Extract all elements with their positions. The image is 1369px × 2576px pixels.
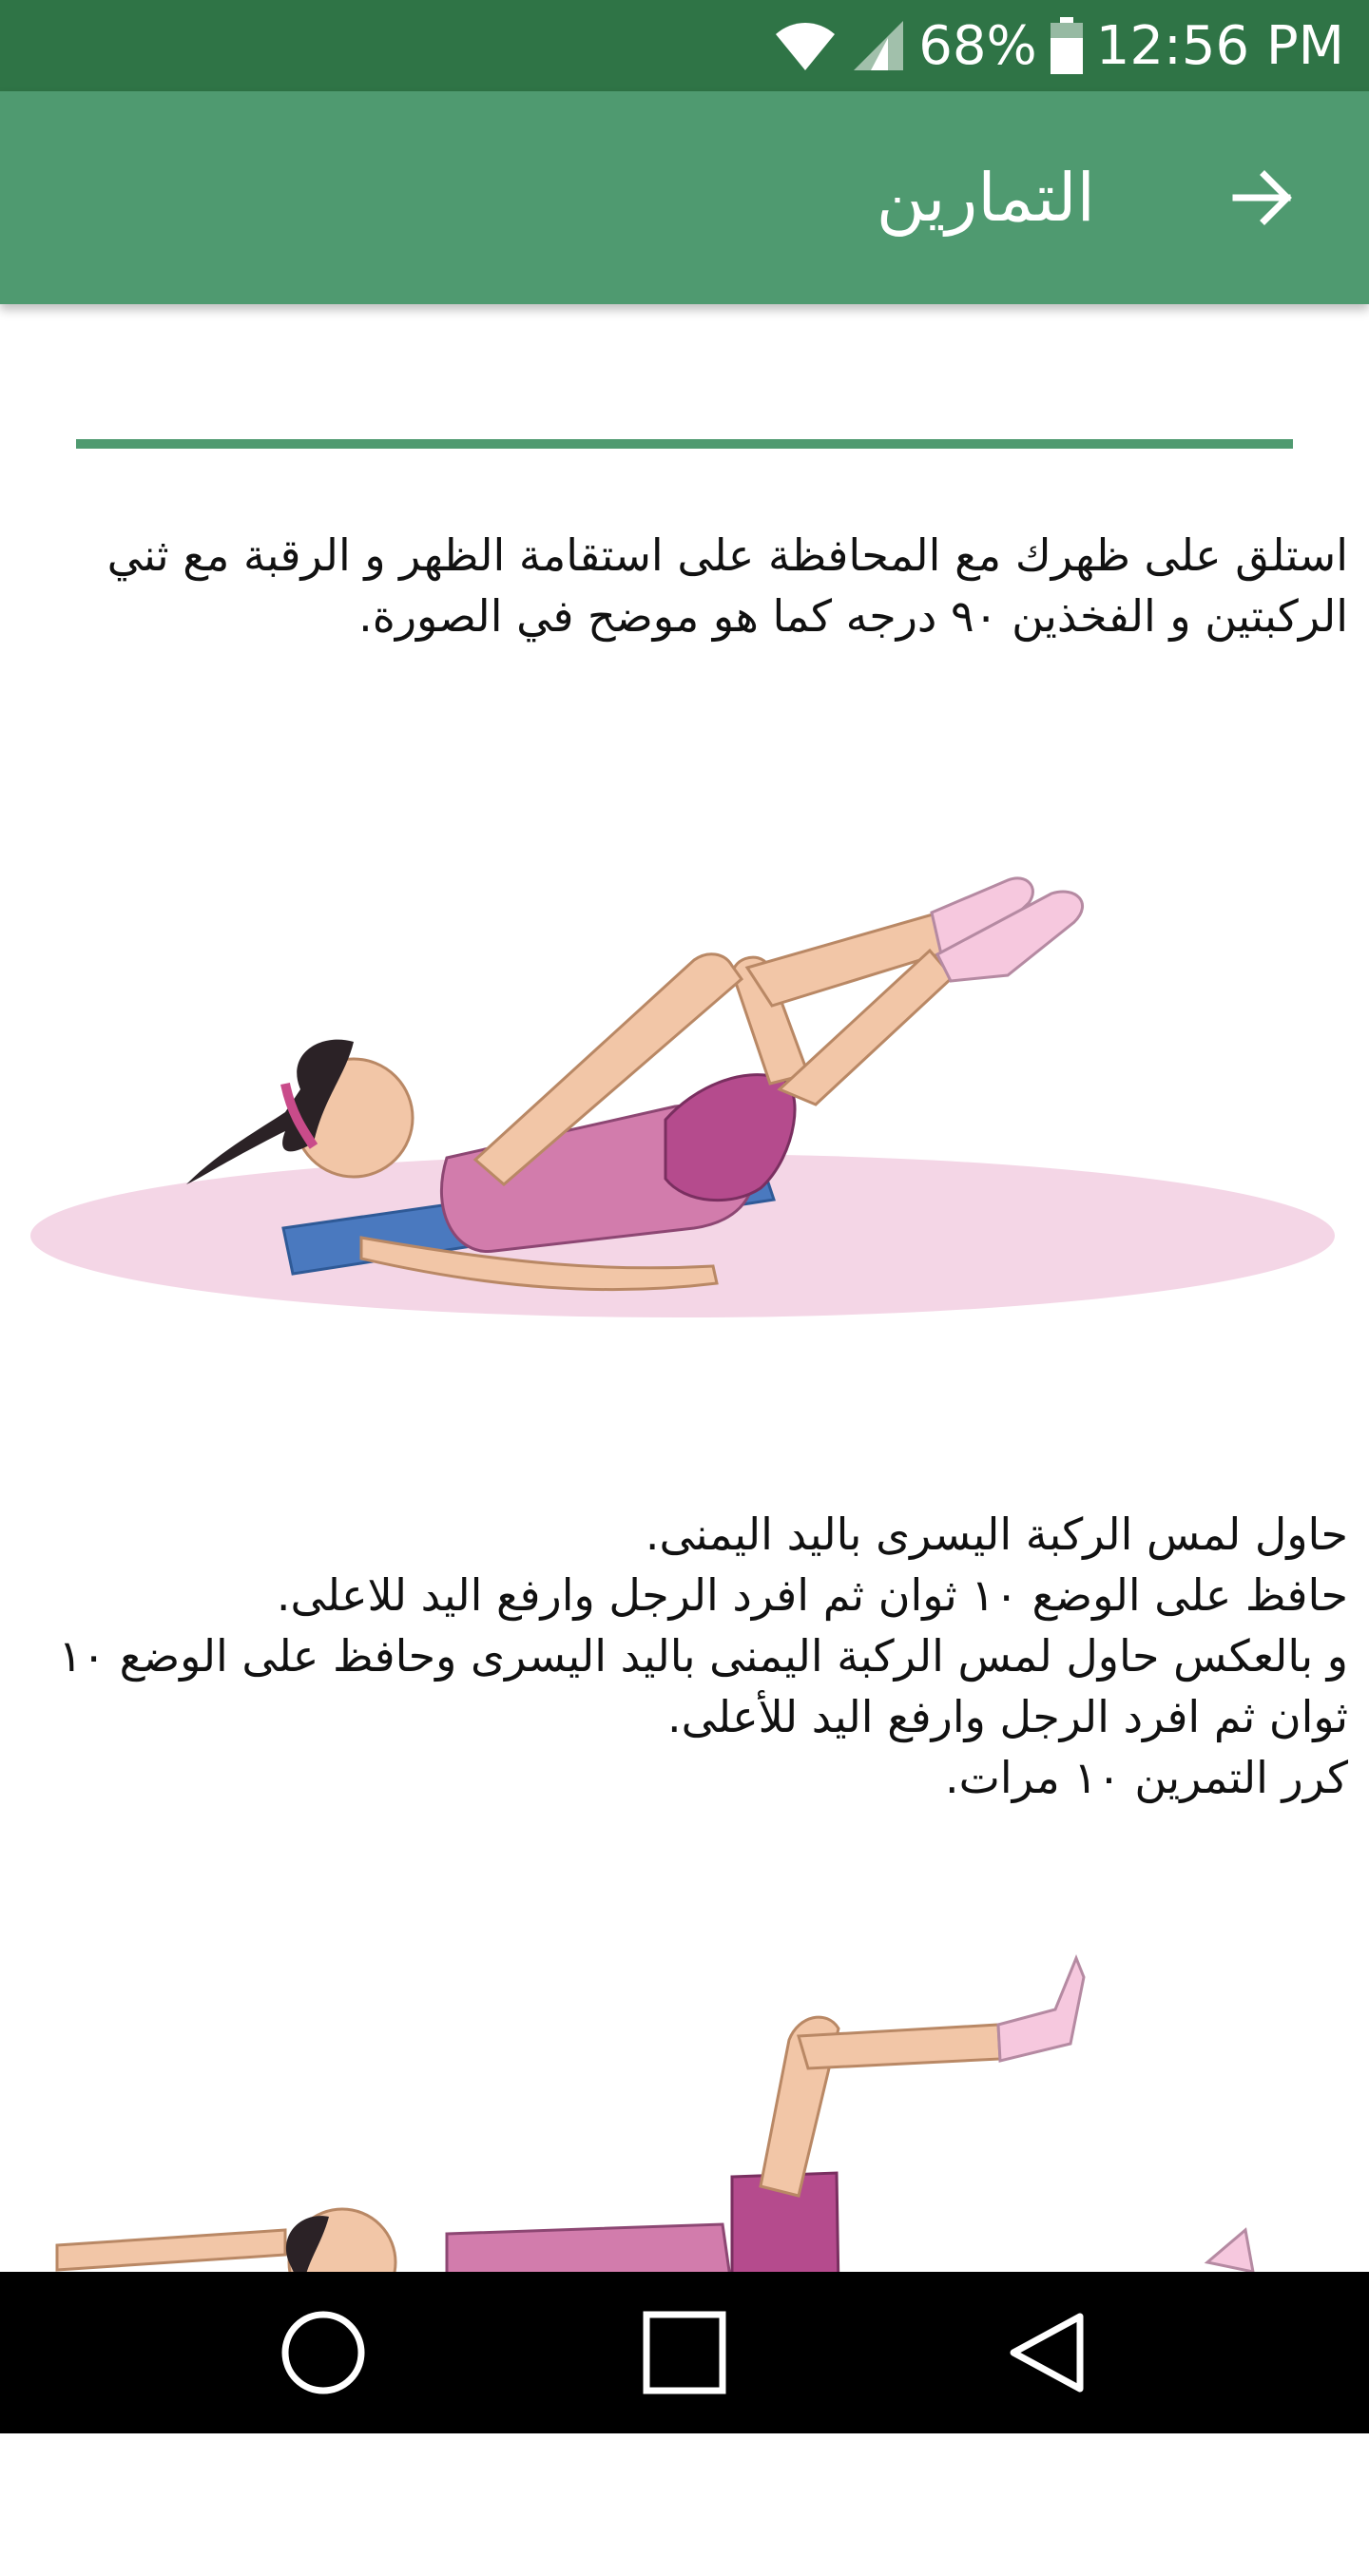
recents-square-icon xyxy=(641,2309,728,2396)
recents-button[interactable] xyxy=(637,2305,732,2400)
home-circle-icon xyxy=(280,2309,367,2396)
divider xyxy=(76,439,1293,449)
instruction-line: و بالعكس حاول لمس الركبة اليمنى باليد اليسرى وحافظ على الوضع ١٠ ثوان ثم افرد الرجل وارفع اليد للأعلى. xyxy=(58,1630,1348,1742)
page-title: التمارين xyxy=(876,159,1095,237)
status-bar xyxy=(0,0,1369,91)
exercise-illustration-2 xyxy=(0,1949,1369,2576)
home-button[interactable] xyxy=(276,2305,371,2400)
battery-percent: 68% xyxy=(918,14,1037,77)
arrow-forward-icon xyxy=(1228,163,1297,232)
instruction-line: كرر التمرين ١٠ مرات. xyxy=(945,1752,1348,1803)
instruction-line: حافظ على الوضع ١٠ ثوان ثم افرد الرجل وارفع اليد للاعلى. xyxy=(276,1569,1348,1621)
clock: 12:56 PM xyxy=(1095,14,1344,77)
exercise-description: استلق على ظهرك مع المحافظة على استقامة الظهر و الرقبة مع ثني الركبتين و الفخذين ٩٠ درجه كما هو موضح في الصورة. xyxy=(106,529,1348,642)
back-triangle-icon xyxy=(1004,2309,1091,2396)
exercise-instructions xyxy=(17,1504,1348,1808)
instruction-line: حاول لمس الركبة اليسرى باليد اليمنى. xyxy=(645,1509,1348,1560)
nav-back-button[interactable] xyxy=(1000,2305,1095,2400)
app-bar xyxy=(0,91,1369,304)
wifi-icon xyxy=(774,19,837,72)
back-button[interactable] xyxy=(1209,144,1316,251)
signal-icon xyxy=(850,19,905,72)
battery-icon xyxy=(1051,17,1083,74)
exercise-content[interactable] xyxy=(0,304,1369,2272)
status-icons xyxy=(774,0,1344,91)
navigation-bar xyxy=(0,2272,1369,2433)
